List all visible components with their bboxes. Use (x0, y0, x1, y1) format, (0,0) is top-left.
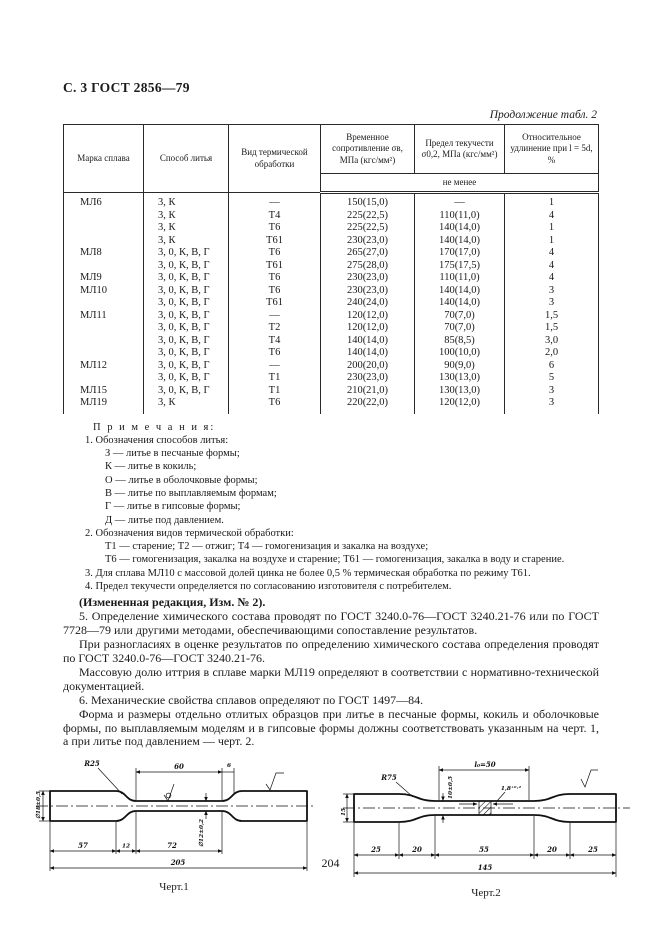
table-cell: 3 (505, 297, 599, 310)
note-line: Т1 — старение; Т2 — отжиг; Т4 — гомогенизация и закалка на воздухе; (105, 541, 429, 553)
table-cell: Т61 (229, 260, 321, 273)
note-line: В — литье по выплавляемым формам; (105, 487, 277, 499)
table-continuation-caption: Продолжение табл. 2 (489, 109, 597, 121)
page-number: 204 (321, 856, 340, 870)
table-cell: 3,0 (505, 335, 599, 348)
dim-gauge-diameter: ∅12±0,2 (199, 819, 205, 848)
note-line: З — литье в песчаные формы; (105, 448, 240, 460)
dim-head-length: 57 (78, 841, 88, 851)
table-cell: 220(22,0) (321, 397, 415, 414)
dim-seg2: 20 (412, 845, 422, 855)
paragraph: При разногласиях в оценке результатов по определению химического состава определения проводят по ГОСТ 3240.0-76—ГОСТ 3240.21-76. (63, 637, 599, 665)
dim-seg5: 25 (588, 845, 598, 855)
page-header: С. 3 ГОСТ 2856—79 (63, 80, 190, 95)
figure1-caption: Черт.1 (159, 881, 189, 894)
table-cell: Т1 (229, 385, 321, 398)
table-cell: 1,5 (505, 322, 599, 335)
cross-section-hatch (479, 801, 491, 815)
table-cell: — (229, 360, 321, 373)
table-cell: Т2 (229, 322, 321, 335)
note-line: Т6 — гомогенизация, закалка на воздухе и старение; Т61 — гомогенизация, закалка в воду и старение. (105, 554, 565, 566)
table-cell: МЛ11 (64, 310, 144, 323)
dim-seg1: 25 (371, 845, 381, 855)
table-cell: Т1 (229, 372, 321, 385)
table-cell (64, 210, 144, 223)
table-cell: Т6 (229, 272, 321, 285)
table-row (64, 222, 599, 235)
table-cell: Т4 (229, 210, 321, 223)
table-row (64, 347, 599, 360)
col-header-yield: Предел текучести σ0,2, МПа (кгс/мм²) (415, 125, 505, 174)
subheader-not-less: не менее (321, 174, 599, 193)
table-cell: МЛ9 (64, 272, 144, 285)
table-cell: 3 (505, 385, 599, 398)
dim-gauge-width: 10±0,5 (448, 776, 454, 800)
table-cell: 210(21,0) (321, 385, 415, 398)
dim-fillet-radius: R75 (381, 773, 397, 783)
table-cell: МЛ6 (64, 193, 144, 210)
table-cell: Т6 (229, 222, 321, 235)
table-cell: 140(14,0) (415, 297, 505, 310)
table-cell: 200(20,0) (321, 360, 415, 373)
table-cell: 3, 0, К, В, Г (144, 272, 229, 285)
note-line: Г — литье в гипсовые формы; (105, 501, 241, 513)
table-cell: 230(23,0) (321, 272, 415, 285)
table-cell (64, 347, 144, 360)
dim-gauge-length: 60 (174, 762, 184, 772)
table-cell: 175(17,5) (415, 260, 505, 273)
table-cell: 70(7,0) (415, 322, 505, 335)
table-cell: 170(17,0) (415, 247, 505, 260)
table-cell: 150(15,0) (321, 193, 415, 210)
roughness-icon (581, 770, 598, 787)
dim-l0: l₀=50 (474, 760, 496, 770)
table-cell: МЛ10 (64, 285, 144, 298)
note-line: 3. Для сплава МЛ10 с массовой долей цинка не более 0,5 % термическая обработка по режиму Т61. (85, 567, 531, 579)
table-cell: 3, К (144, 235, 229, 248)
dim-fillet-radius: R25 (84, 759, 100, 769)
table-cell: 240(24,0) (321, 297, 415, 310)
table-cell: 110(11,0) (415, 210, 505, 223)
note-line: 4. Предел текучести определяется по согласованию изготовителя с потребителем. (85, 581, 452, 593)
table-row (64, 335, 599, 348)
col-header-alloy: Марка сплава (64, 125, 144, 193)
table-cell: 3 (505, 285, 599, 298)
table-cell: 100(10,0) (415, 347, 505, 360)
col-header-casting: Способ литья (144, 125, 229, 193)
table-cell: МЛ19 (64, 397, 144, 414)
table-cell: 225(22,5) (321, 210, 415, 223)
table-row (64, 397, 599, 414)
col-header-tensile: Временное сопротивление σв, МПа (кгс/мм²) (321, 125, 415, 174)
table-cell: Т61 (229, 297, 321, 310)
table-row (64, 285, 599, 298)
table-cell: 130(13,0) (415, 372, 505, 385)
table-cell: 120(12,0) (321, 310, 415, 323)
note-line: О — литье в оболочковые формы; (105, 474, 258, 486)
table-cell: — (415, 193, 505, 210)
note-line: Д — литье под давлением. (105, 514, 224, 526)
table-cell: 225(22,5) (321, 222, 415, 235)
notes-section (63, 421, 598, 594)
table-row (64, 272, 599, 285)
table-cell: 130(13,0) (415, 385, 505, 398)
table-row (64, 260, 599, 273)
paragraph: Массовую долю иттрия в сплаве марки МЛ19 определяют в соответствии с нормативно-технической документацией. (63, 664, 599, 693)
table-body (64, 193, 599, 414)
figure1 (30, 755, 318, 893)
roughness-icon (266, 773, 284, 790)
dim-arc-length: 6 (226, 763, 232, 770)
table-cell: 140(14,0) (321, 335, 415, 348)
col-header-elongation: Относительное удлинение при l = 5d, % (505, 125, 599, 174)
table-cell: 70(7,0) (415, 310, 505, 323)
table-cell: 1 (505, 235, 599, 248)
table-cell: МЛ8 (64, 247, 144, 260)
table-cell: 140(14,0) (415, 222, 505, 235)
table-cell: 3, 0, К, В, Г (144, 285, 229, 298)
table-cell: 5 (505, 372, 599, 385)
col-header-heat-treatment: Вид термической обработки (229, 125, 321, 193)
table-cell: Т6 (229, 247, 321, 260)
dim-working-length: 72 (167, 841, 177, 851)
table-cell: 1 (505, 193, 599, 210)
table-cell: 1 (505, 222, 599, 235)
table-cell: 230(23,0) (321, 235, 415, 248)
table-cell: 1,5 (505, 310, 599, 323)
table-cell: 3, 0, К, В, Г (144, 335, 229, 348)
figure2 (339, 755, 633, 899)
table-cell: 275(28,0) (321, 260, 415, 273)
table-row (64, 297, 599, 310)
table-cell (64, 222, 144, 235)
table-row (64, 210, 599, 223)
table-cell (64, 235, 144, 248)
note-line: 2. Обозначения видов термической обработки: (85, 527, 294, 539)
table-row (64, 235, 599, 248)
table-cell: 3, 0, К, В, Г (144, 360, 229, 373)
dim-thickness: 1,8⁺⁰·² (500, 786, 522, 793)
notes-lines (63, 434, 598, 594)
table-cell: — (229, 310, 321, 323)
table-header (64, 125, 599, 193)
dim-fillet-length: 12 (121, 843, 131, 850)
table-cell (64, 297, 144, 310)
table-cell: Т6 (229, 397, 321, 414)
table-cell: 85(8,5) (415, 335, 505, 348)
table-cell (64, 372, 144, 385)
dim-head-width: 15 (341, 808, 347, 817)
dim-total-length: 145 (477, 863, 493, 873)
table-cell: Т61 (229, 235, 321, 248)
table-cell: 3, К (144, 222, 229, 235)
table-cell: 230(23,0) (321, 285, 415, 298)
table-cell: 3, К (144, 397, 229, 414)
table-cell: 120(12,0) (415, 397, 505, 414)
table-cell: 3, 0, К, В, Г (144, 260, 229, 273)
paragraph: (Измененная редакция, Изм. № 2). (79, 595, 266, 610)
table-cell (64, 260, 144, 273)
paragraph: 5. Определение химического состава проводят по ГОСТ 3240.0-76—ГОСТ 3240.21-76 или по ГОСТ 7728—79 или другими методами, обеспечивающими сопоставление результатов. (63, 609, 599, 638)
table-cell (64, 322, 144, 335)
table-cell: 4 (505, 247, 599, 260)
table-cell: 140(14,0) (415, 235, 505, 248)
figure2-caption: Черт.2 (471, 887, 501, 900)
table-cell: 6 (505, 360, 599, 373)
table-cell (64, 335, 144, 348)
table-cell: Т6 (229, 347, 321, 360)
note-line: К — литье в кокиль; (105, 461, 197, 473)
dim-seg3: 55 (479, 845, 489, 855)
dim-head-diameter: ∅18±0,5 (36, 791, 42, 820)
table-cell: 3, 0, К, В, Г (144, 310, 229, 323)
table-cell: 4 (505, 272, 599, 285)
dim-seg4: 20 (547, 845, 557, 855)
table-row (64, 193, 599, 210)
table-row (64, 372, 599, 385)
table-cell: 3, 0, К, В, Г (144, 297, 229, 310)
table-cell: 3, 0, К, В, Г (144, 372, 229, 385)
table-cell: 4 (505, 210, 599, 223)
roughness-icon (164, 784, 174, 801)
table-row (64, 385, 599, 398)
table-cell: 4 (505, 260, 599, 273)
table-row (64, 322, 599, 335)
table-cell: 3, К (144, 210, 229, 223)
dim-total-length: 205 (170, 858, 186, 868)
paragraphs (63, 596, 599, 749)
table-row (64, 247, 599, 260)
table-cell: Т4 (229, 335, 321, 348)
table-cell: 3, 0, К, В, Г (144, 322, 229, 335)
figures-row (30, 755, 633, 899)
table-row (64, 360, 599, 373)
table-cell: Т6 (229, 285, 321, 298)
table-cell: 110(11,0) (415, 272, 505, 285)
table-cell: МЛ12 (64, 360, 144, 373)
note-line: 1. Обозначения способов литья: (85, 434, 229, 446)
table-cell: 3 (505, 397, 599, 414)
table-cell: 230(23,0) (321, 372, 415, 385)
table-cell: 3, 0, К, В, Г (144, 347, 229, 360)
table-cell: 120(12,0) (321, 322, 415, 335)
table-row (64, 310, 599, 323)
table-cell: 140(14,0) (321, 347, 415, 360)
mechanical-properties-table (63, 124, 599, 414)
table-cell: 3, 0, К, В, Г (144, 385, 229, 398)
table-cell: 3, К (144, 193, 229, 210)
table-cell: 140(14,0) (415, 285, 505, 298)
notes-heading: П р и м е ч а н и я: (93, 421, 216, 433)
table-cell: — (229, 193, 321, 210)
table-cell: 90(9,0) (415, 360, 505, 373)
table-cell: 2,0 (505, 347, 599, 360)
paragraph: 6. Механические свойства сплавов определяют по ГОСТ 1497—84. (79, 692, 424, 707)
table-cell: МЛ15 (64, 385, 144, 398)
table-cell: 265(27,0) (321, 247, 415, 260)
table-cell: 3, 0, К, В, Г (144, 247, 229, 260)
paragraph: Форма и размеры отдельно отлитых образцов при литье в песчаные формы, кокиль и оболочковые формы, по выплавляемым моделям и в гипсовые формы должны соответствовать указанным на черт. 1, а при литье под давлением — черт. 2. (63, 706, 599, 749)
